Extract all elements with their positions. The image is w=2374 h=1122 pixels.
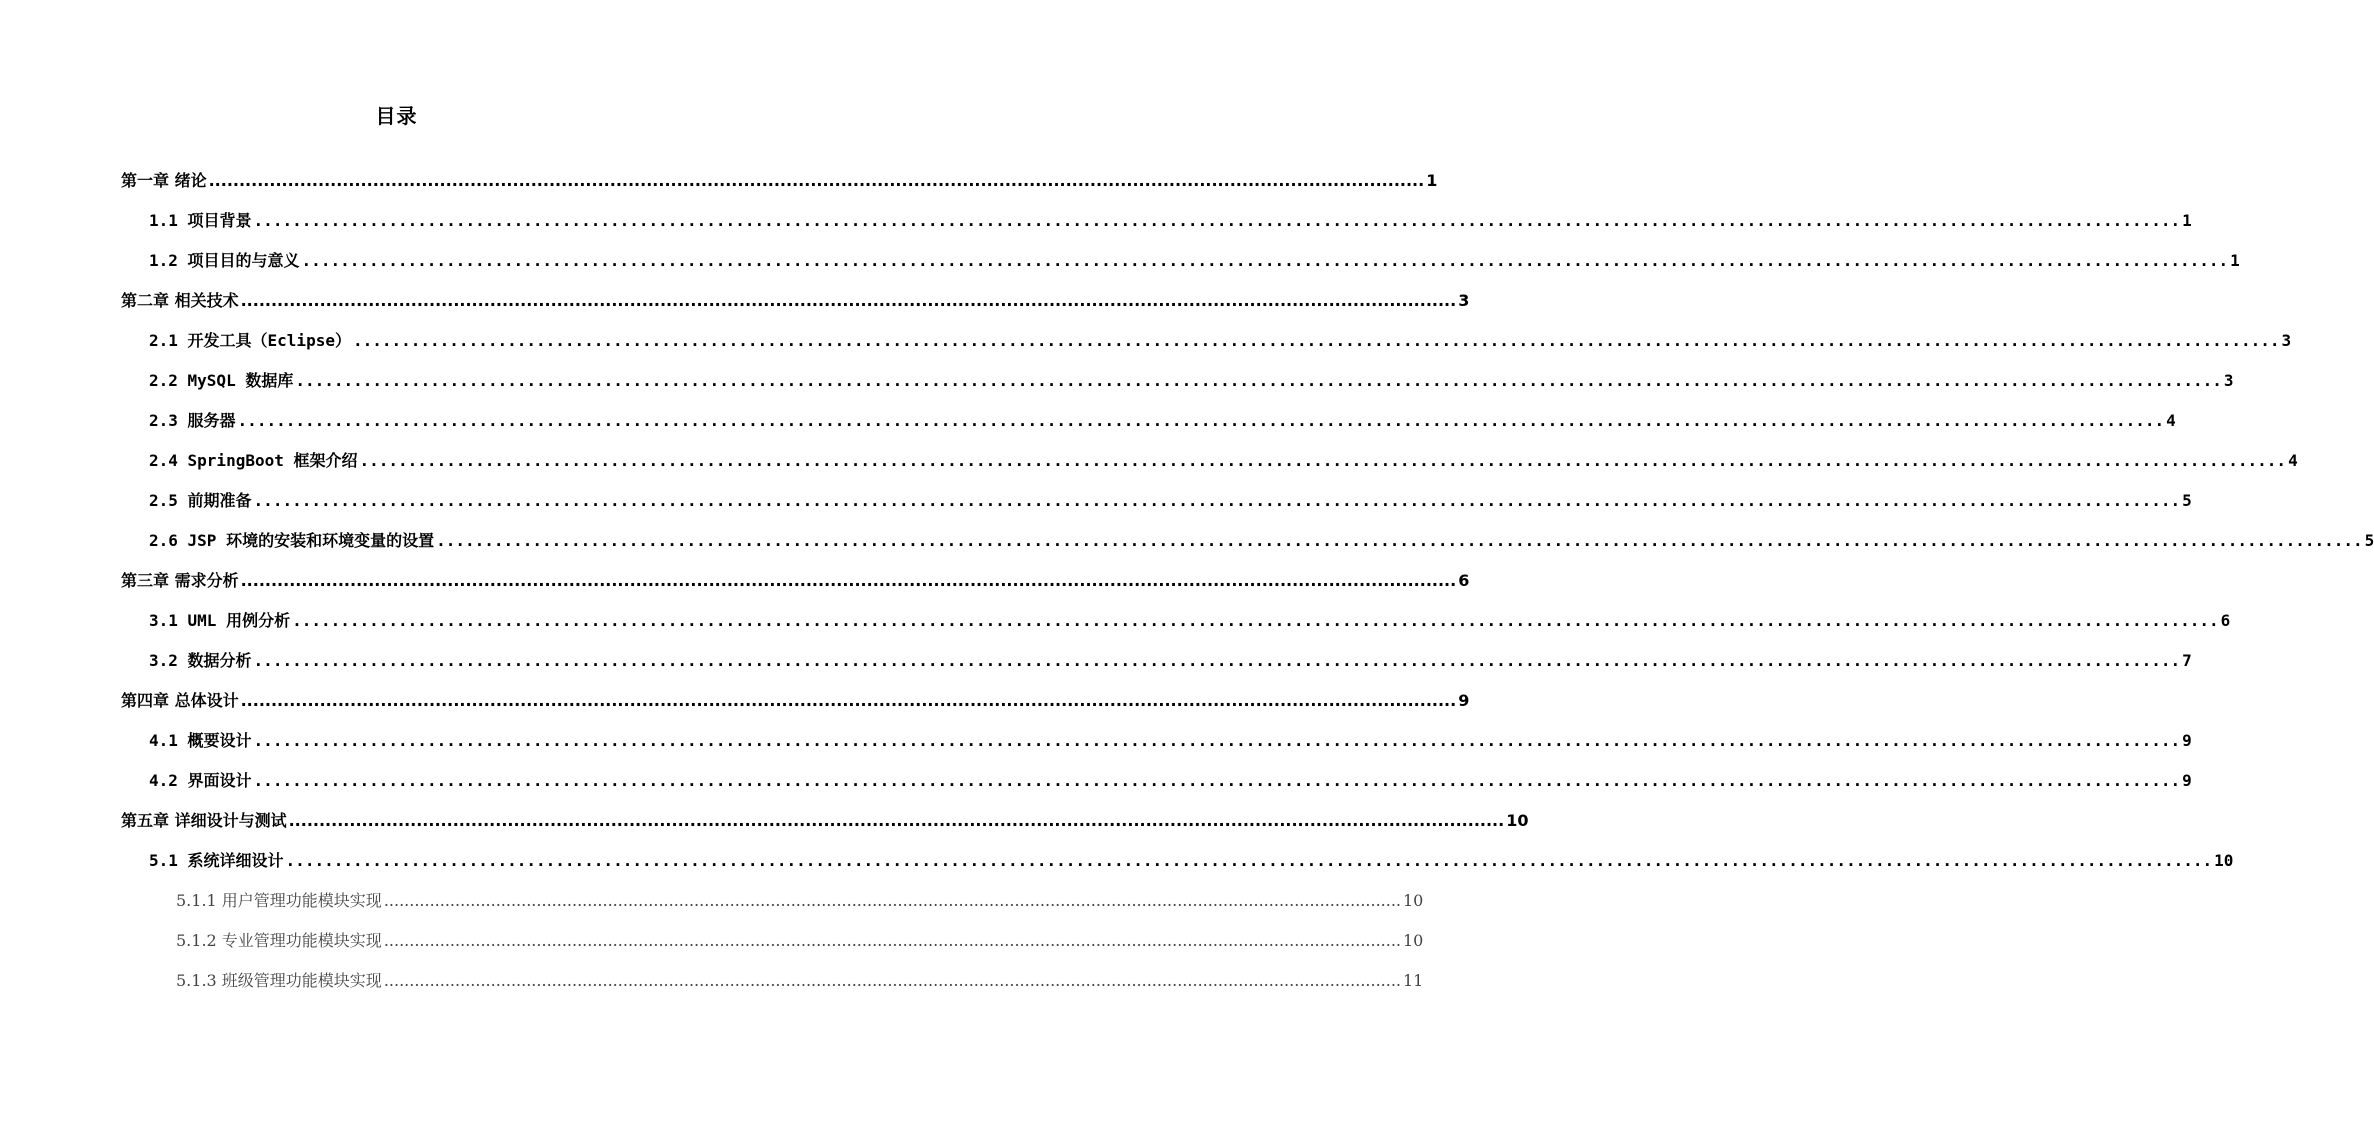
toc-page-number: 1 [2230,251,2240,270]
toc-entry [149,448,2298,471]
toc-entry [149,248,2240,271]
toc-page-number: 4 [2288,451,2298,470]
toc-entry-title: 5.1 系统详细设计 [149,851,284,870]
toc-leader-dots: ........................................................................................................................................................................................................ [253,771,2181,790]
toc-leader-dots: ........................................................................................................................................................................................................ [208,171,1425,190]
toc-entry [149,368,2234,391]
toc-entry-title: 1.2 项目目的与意义 [149,251,300,270]
toc-leader-dots: ........................................................................................................................................................................................................ [253,651,2181,670]
toc-page-number: 5 [2364,531,2374,550]
toc-entry-title: 5.1.2 专业管理功能模块实现 [176,931,382,950]
toc-entry [149,608,2231,631]
toc-entry [149,528,2374,551]
toc-entry-title: 第一章 绪论 [121,171,207,190]
toc-entry [149,768,2192,791]
toc-leader-dots: ........................................................................................................................................................................................................ [295,371,2222,390]
toc-title: 目录 [375,104,418,128]
toc-leader-dots: ........................................................................................................................................................................................................ [292,611,2219,630]
toc-page-number: 3 [2281,331,2292,350]
toc-page-number: 6 [1458,571,1470,590]
toc-page-number: 5 [2182,491,2192,510]
toc-page-number: 3 [2223,371,2234,390]
toc-entry [121,568,1470,591]
toc-entry [149,208,2192,231]
toc-page-number: 9 [1458,691,1470,710]
toc-leader-dots: ........................................................................................................................................................................................................ [285,851,2213,870]
toc-entry-title: 5.1.3 班级管理功能模块实现 [176,971,382,990]
toc-entry [176,928,1424,951]
toc-page-number: 10 [1403,931,1424,950]
toc-entry-title: 2.3 服务器 [149,411,236,430]
toc-leader-dots: ........................................................................................................................................................................................................ [383,891,1401,910]
toc-entry-title: 5.1.1 用户管理功能模块实现 [176,891,382,910]
toc-page-number: 9 [2182,731,2192,750]
toc-entry [149,648,2192,671]
toc-entry [176,888,1424,911]
toc-page-number: 1 [1426,171,1438,190]
toc-entry-title: 第五章 详细设计与测试 [121,811,287,830]
toc-entry [149,728,2192,751]
toc-entry [149,848,2234,871]
toc-entry-title: 2.4 SpringBoot 框架介绍 [149,451,358,470]
toc-leader-dots: ........................................................................................................................................................................................................ [383,971,1401,990]
toc-leader-dots: ........................................................................................................................................................................................................ [253,491,2181,510]
toc-page-number: 9 [2182,771,2192,790]
toc-entry-title: 2.2 MySQL 数据库 [149,371,294,390]
toc-page-number: 10 [1403,891,1424,910]
toc-entry [176,968,1424,991]
toc-leader-dots: ........................................................................................................................................................................................................ [237,411,2165,430]
toc-page-number: 10 [1506,811,1529,830]
toc-entry [149,328,2292,351]
toc-entry [149,488,2192,511]
toc-entry-title: 3.2 数据分析 [149,651,252,670]
toc-leader-dots: ........................................................................................................................................................................................................ [240,691,1457,710]
toc-page-number: 3 [1458,291,1470,310]
toc-entry [121,288,1470,311]
toc-entry-title: 第三章 需求分析 [121,571,239,590]
toc-page-number: 11 [1403,971,1424,990]
toc-entry-title: 1.1 项目背景 [149,211,252,230]
toc-entry [121,808,1529,831]
toc-leader-dots: ........................................................................................................................................................................................................ [240,291,1457,310]
toc-entry-title: 4.2 界面设计 [149,771,252,790]
toc-entry-title: 2.1 开发工具（Eclipse） [149,331,351,350]
toc-leader-dots: ........................................................................................................................................................................................................ [301,251,2229,270]
toc-leader-dots: ........................................................................................................................................................................................................ [288,811,1505,830]
toc-entry-title: 2.6 JSP 环境的安装和环境变量的设置 [149,531,435,550]
toc-page-number: 4 [2166,411,2176,430]
toc-entry [149,408,2176,431]
toc-leader-dots: ........................................................................................................................................................................................................ [436,531,2363,550]
toc-entry-title: 3.1 UML 用例分析 [149,611,291,630]
toc-page-number: 6 [2220,611,2231,630]
toc-leader-dots: ........................................................................................................................................................................................................ [359,451,2287,470]
toc-leader-dots: ........................................................................................................................................................................................................ [253,731,2181,750]
toc-entry-title: 4.1 概要设计 [149,731,252,750]
toc-entry [121,688,1470,711]
toc-entry-title: 2.5 前期准备 [149,491,252,510]
toc-page-number: 10 [2214,851,2234,870]
toc-page-number: 7 [2182,651,2192,670]
toc-leader-dots: ........................................................................................................................................................................................................ [383,931,1401,950]
toc-leader-dots: ........................................................................................................................................................................................................ [352,331,2280,350]
toc-entry-title: 第四章 总体设计 [121,691,239,710]
toc-leader-dots: ........................................................................................................................................................................................................ [240,571,1457,590]
toc-entry [121,168,1438,191]
toc-page-number: 1 [2182,211,2192,230]
toc-entry-title: 第二章 相关技术 [121,291,239,310]
toc-leader-dots: ........................................................................................................................................................................................................ [253,211,2181,230]
